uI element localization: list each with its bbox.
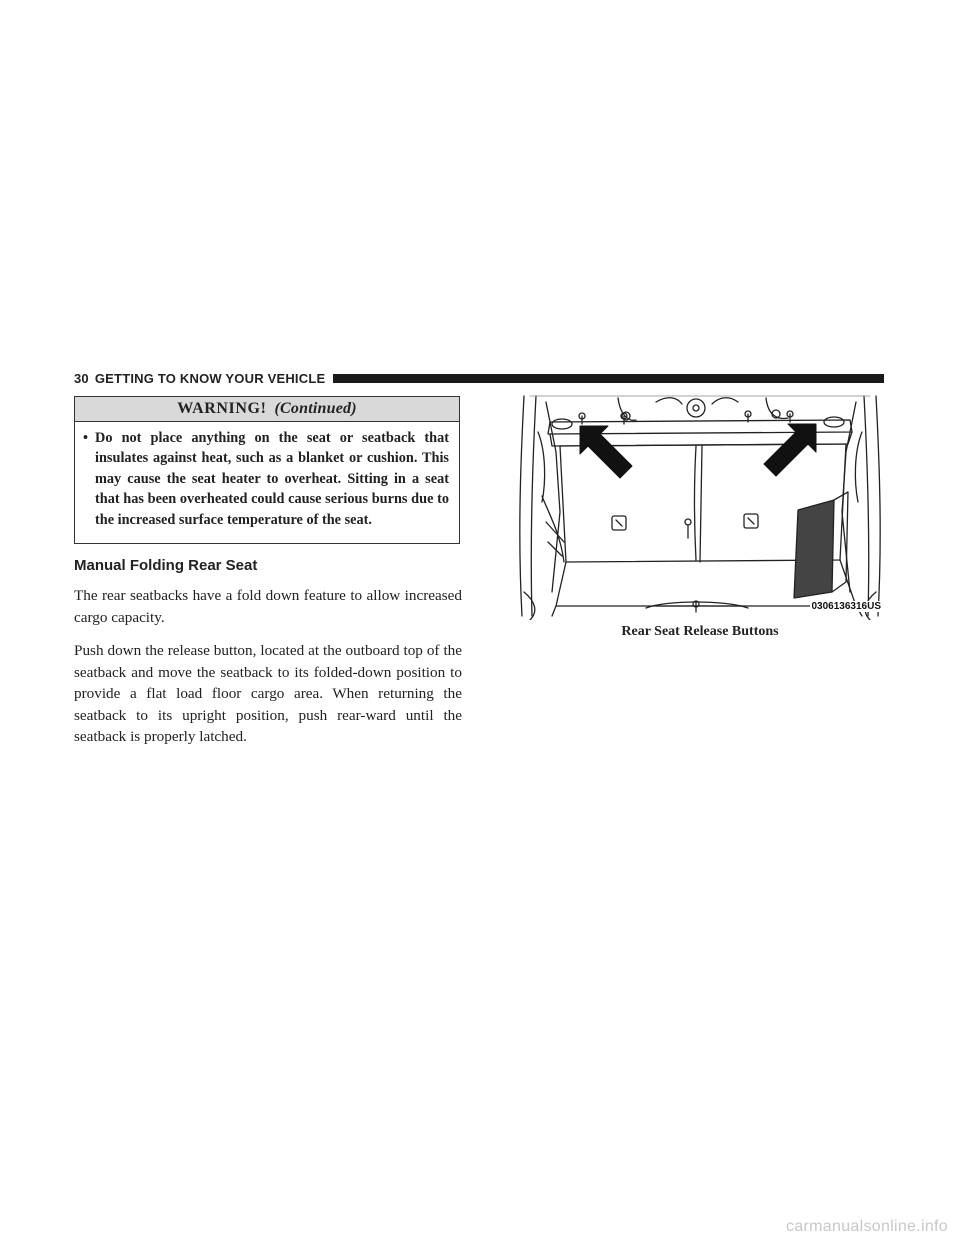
section-name: GETTING TO KNOW YOUR VEHICLE: [94, 370, 326, 386]
watermark: carmanualsonline.info: [786, 1218, 948, 1235]
paragraph-2: Push down the release button, located at the outboard top of the seatback and move the seatback to its folded-down position to provide a flat load floor cargo area. When returning the seatback to its upright position, push rear-ward until the seatback is properly latched.: [74, 642, 462, 746]
rear-seat-figure: [516, 392, 884, 620]
paragraph-1: The rear seatbacks have a fold down feature to allow increased cargo capacity.: [74, 587, 462, 626]
rear-seat-illustration: [516, 392, 884, 620]
page-number: 30: [74, 370, 89, 386]
figure-code: 0306136316US: [811, 601, 881, 612]
warning-continued: (Continued): [274, 400, 357, 417]
section-title: Manual Folding Rear Seat: [74, 557, 258, 574]
page-header-text: [74, 371, 325, 386]
bullet-icon: •: [83, 430, 89, 446]
page-header: [74, 370, 884, 386]
warning-body: [75, 422, 459, 530]
warning-header: [75, 397, 459, 422]
warning-box: [74, 396, 460, 544]
figure-caption: Rear Seat Release Buttons: [621, 624, 779, 639]
warning-text: Do not place anything on the seat or seatback that insulates against heat, such as a blanket or cushion. This may cause the seat heater to overheat. Sitting in a seat that has been overheated could cause serious burns due to the increased surface temperature of the seat.: [95, 430, 449, 528]
warning-title: WARNING!: [177, 400, 267, 417]
header-rule: [333, 374, 884, 383]
